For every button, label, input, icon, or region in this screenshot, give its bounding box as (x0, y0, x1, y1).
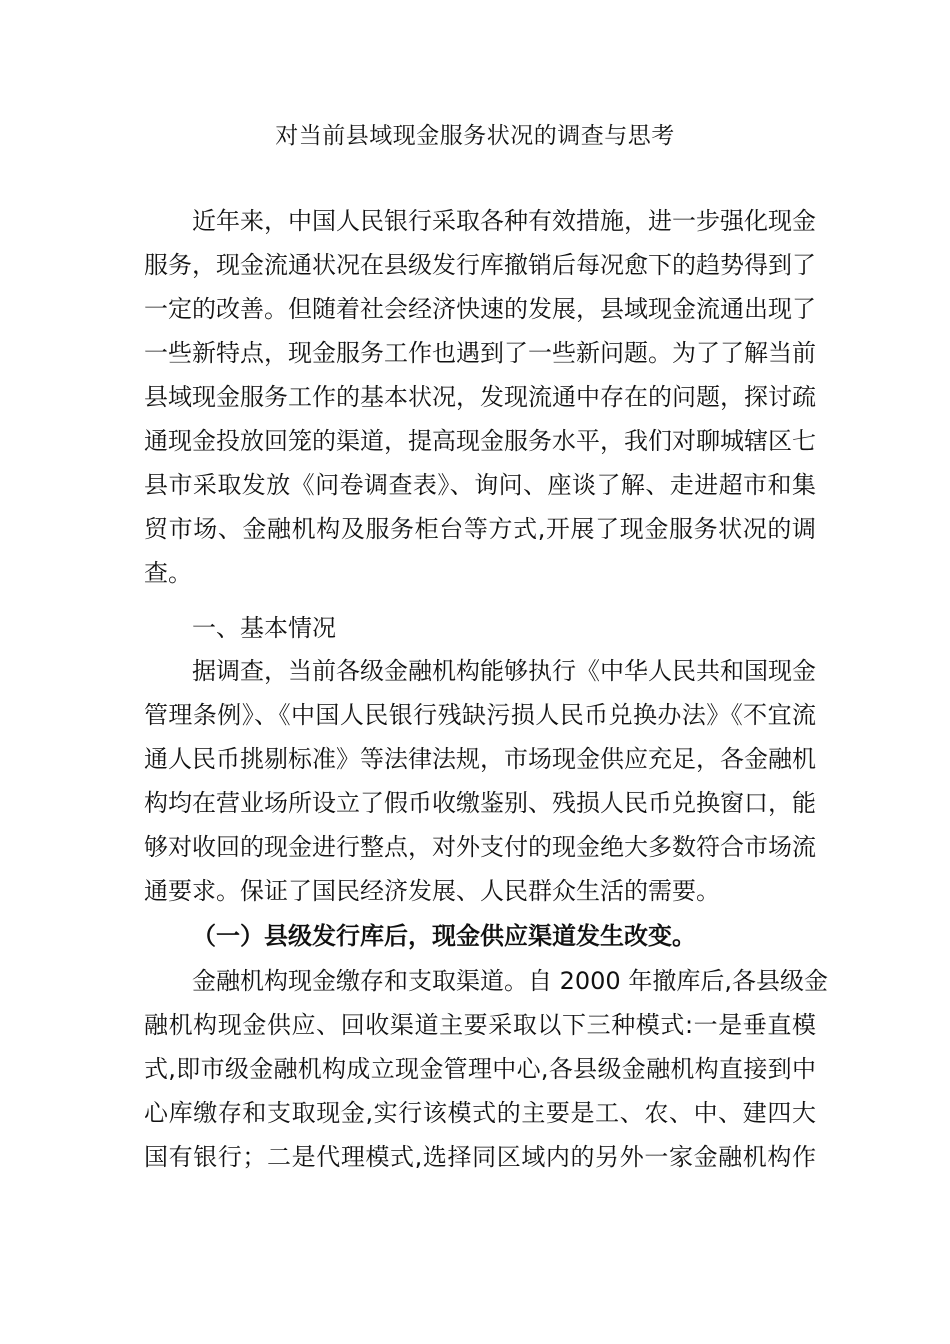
paragraph-line: 构均在营业场所设立了假币收缴鉴别、残损人民币兑换窗口，能 (144, 789, 816, 817)
paragraph-line: 近年来，中国人民银行采取各种有效措施，进一步强化现金 (192, 207, 816, 235)
paragraph-line: 金融机构现金缴存和支取渠道。自 2000 年撤库后,各县级金 (192, 967, 828, 995)
paragraph-line: 一定的改善。但随着社会经济快速的发展，县域现金流通出现了 (144, 295, 816, 323)
paragraph-line: 据调查，当前各级金融机构能够执行《中华人民共和国现金 (192, 657, 816, 685)
paragraph-line: 一些新特点，现金服务工作也遇到了一些新问题。为了了解当前 (144, 339, 816, 367)
paragraph-line: 式,即市级金融机构成立现金管理中心,各县级金融机构直接到中 (144, 1055, 816, 1083)
paragraph-line: 通现金投放回笼的渠道，提高现金服务水平，我们对聊城辖区七 (144, 427, 816, 455)
paragraph-line: 融机构现金供应、回收渠道主要采取以下三种模式:一是垂直模 (144, 1011, 816, 1039)
paragraph-line: 通要求。保证了国民经济发展、人民群众生活的需要。 (144, 877, 720, 905)
paragraph-line: 通人民币挑剔标准》等法律法规，市场现金供应充足，各金融机 (144, 745, 816, 773)
paragraph-line: 查。 (144, 559, 192, 587)
subsection-heading: （一）县级发行库后，现金供应渠道发生改变。 (192, 922, 696, 950)
paragraph-line: 管理条例》、《中国人民银行残缺污损人民币兑换办法》《不宜流 (144, 701, 816, 729)
paragraph-line: 够对收回的现金进行整点，对外支付的现金绝大多数符合市场流 (144, 833, 816, 861)
document-title: 对当前县域现金服务状况的调查与思考 (275, 123, 675, 149)
paragraph-line: 心库缴存和支取现金,实行该模式的主要是工、农、中、建四大 (144, 1099, 816, 1127)
section-heading: 一、基本情况 (192, 614, 336, 642)
paragraph-line: 贸市场、金融机构及服务柜台等方式,开展了现金服务状况的调 (144, 515, 816, 543)
paragraph-line: 服务，现金流通状况在县级发行库撤销后每况愈下的趋势得到了 (144, 251, 816, 279)
paragraph-line: 国有银行；二是代理模式,选择同区域内的另外一家金融机构作 (144, 1143, 816, 1171)
paragraph-line: 县市采取发放《问卷调查表》、询问、座谈了解、走进超市和集 (144, 471, 816, 499)
paragraph-line: 县域现金服务工作的基本状况，发现流通中存在的问题，探讨疏 (144, 383, 816, 411)
